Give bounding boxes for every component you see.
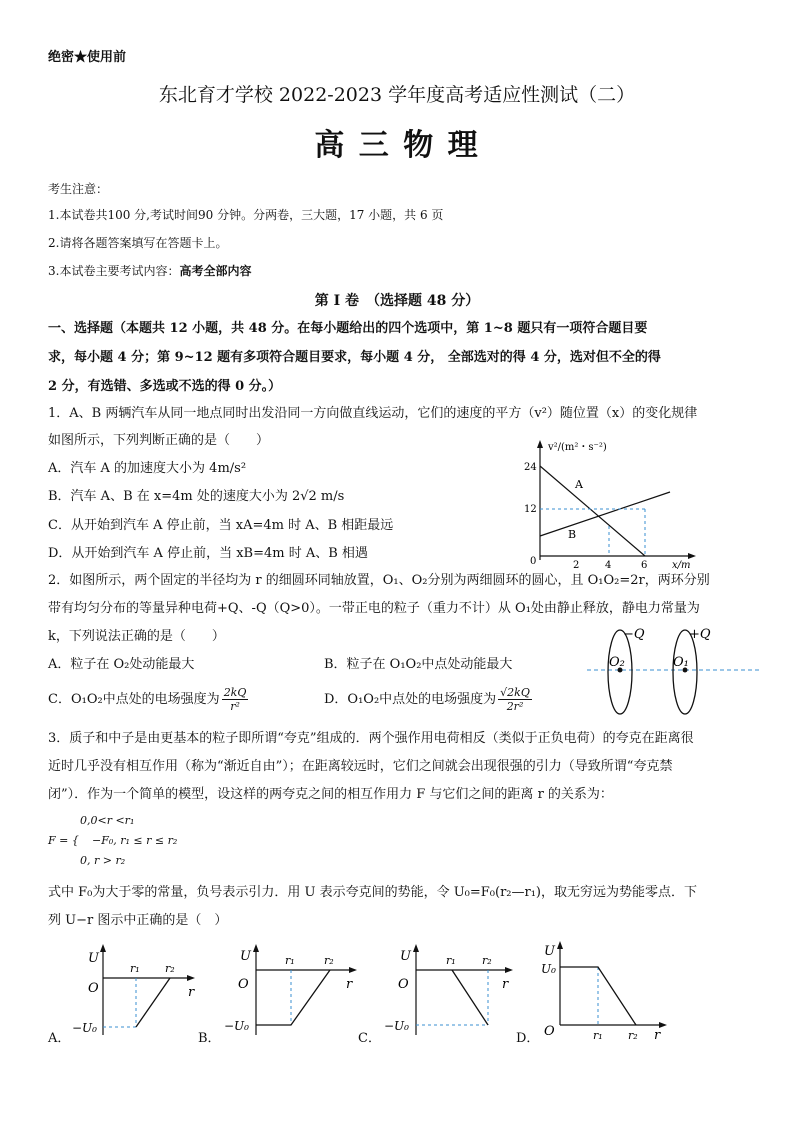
notice-item: 3.本试卷主要考试内容：高考全部内容: [48, 264, 252, 278]
q2-stem: 带有均匀分布的等量异种电荷+Q、-Q（Q>0）。一带正电的粒子（重力不计）从 O₁处由静止释放，静电力常量为: [48, 601, 700, 616]
q2-stem: 2．如图所示，两个固定的半径均为 r 的细圆环同轴放置，O₁、O₂分别为两细圆环的圆心，且 O₁O₂=2r，两环分别: [48, 573, 710, 588]
u0-label: U₀: [541, 962, 556, 976]
minus-u0-label: −U₀: [384, 1019, 409, 1033]
q2-option-d: D．O₁O₂中点处的电场强度为 √2kQ 2r²: [324, 686, 530, 713]
q1-option-b: B．汽车 A、B 在 x=4m 处的速度大小为 2√2 m/s: [48, 489, 345, 504]
tick-0: 0: [530, 556, 537, 567]
tick-2: 2: [573, 560, 580, 570]
notice-item: 2.请将各题答案填写在答题卡上。: [48, 236, 228, 250]
q3-stem: 近时几乎没有相互作用（称为“渐近自由”）；在距离较远时，它们之间就会出现很强的引力（导致所谓“夸克禁: [48, 759, 673, 774]
fraction: √2kQ 2r²: [500, 686, 530, 713]
r-label: r: [346, 977, 353, 992]
u-axis-arrow: [413, 944, 419, 952]
r2-label: r₂: [482, 954, 492, 967]
q3-graph-a: [70, 940, 200, 1040]
q3-stem: 闭”）．作为一个简单的模型，设这样的两夸克之间的相互作用力 F 与它们之间的距离 r 的关系为：: [48, 787, 613, 802]
q1-option-d: D．从开始到汽车 A 停止前，当 xB=4m 时 A、B 相遇: [48, 546, 368, 561]
q3-option-a-letter: A．: [48, 1031, 71, 1046]
u-label: U: [544, 944, 555, 959]
q3-option-b-letter: B．: [198, 1031, 221, 1046]
o1-label: O₁: [673, 655, 689, 670]
q2-option-a: A．粒子在 O₂处动能最大: [48, 657, 195, 672]
u-label: U: [400, 949, 411, 964]
minus-u0-label: −U₀: [72, 1021, 97, 1035]
line-a: [540, 466, 645, 556]
u-curve: [136, 978, 170, 1027]
q3-option-d-letter: D．: [516, 1031, 540, 1046]
section-instructions: 2 分，有选错、多选或不选的得 0 分。）: [48, 379, 282, 394]
r-axis-arrow: [505, 967, 513, 973]
q3-graph-c: [382, 940, 517, 1040]
formula-case2: −F₀, r₁ ≤ r ≤ r₂: [92, 834, 178, 847]
r-axis-arrow: [349, 967, 357, 973]
fraction: 2kQ r²: [223, 686, 247, 713]
y-axis-arrow: [537, 440, 543, 448]
u-axis-arrow: [557, 941, 563, 949]
q3-option-c-letter: C．: [358, 1031, 381, 1046]
notice-item: 1.本试卷共100 分,考试时间90 分钟。分两卷，三大题，17 小题，共 6 页: [48, 208, 444, 222]
r-label: r: [654, 1028, 661, 1043]
r1-label: r₁: [446, 954, 456, 967]
q2-stem: k，下列说法正确的是（ ）: [48, 629, 225, 644]
o-label: O: [398, 977, 409, 992]
r1-label: r₁: [130, 962, 140, 975]
x-axis-arrow: [688, 553, 696, 559]
q1-option-c: C．从开始到汽车 A 停止前，当 xA=4m 时 A、B 相距最远: [48, 518, 394, 533]
u-axis-arrow: [253, 944, 259, 952]
secret-label: 绝密★使用前: [48, 50, 127, 65]
notice-heading: 考生注意：: [48, 182, 109, 196]
q1-option-a: A．汽车 A 的加速度大小为 4m/s²: [48, 461, 247, 476]
u-axis-arrow: [100, 944, 106, 952]
o-label: O: [238, 977, 249, 992]
formula-case1: 0,0<r <r₁: [80, 814, 135, 827]
u-label: U: [88, 951, 99, 966]
o-label: O: [88, 981, 99, 996]
r-label: r: [502, 977, 509, 992]
volume-title: 第 I 卷 （选择题 48 分）: [314, 293, 480, 309]
line-b: [540, 492, 670, 536]
u-curve: [452, 970, 488, 1025]
section-instructions: 一、选择题（本题共 12 小题，共 48 分。在每小题给出的四个选项中，第 1~8 题只有一项符合题目要: [48, 321, 648, 336]
q1-v2-x-graph: [520, 430, 710, 570]
r2-label: r₂: [324, 954, 334, 967]
minus-u0-label: −U₀: [224, 1019, 249, 1033]
section-instructions: 求，每小题 4 分；第 9~12 题有多项符合题目要求，每小题 4 分， 全部选对的得 4 分，选对但不全的得: [48, 350, 661, 365]
o2-label: O₂: [609, 655, 625, 670]
o-label: O: [544, 1024, 555, 1039]
r1-label: r₁: [593, 1029, 603, 1042]
tick-6: 6: [641, 560, 648, 570]
q3-graph-b: [222, 940, 362, 1040]
formula-case3: 0, r > r₂: [80, 854, 126, 867]
tick-12: 12: [524, 504, 537, 515]
q3-stem: 3．质子和中子是由更基本的粒子即所谓“夸克”组成的．两个强作用电荷相反（类似于正负电荷）的夸克在距离很: [48, 731, 694, 746]
r1-label: r₁: [285, 954, 295, 967]
q3-stem: 列 U−r 图示中正确的是（ ）: [48, 913, 228, 928]
x-axis-label: x/m: [672, 560, 691, 570]
q3-graph-d: [538, 935, 673, 1045]
r2-label: r₂: [165, 962, 175, 975]
plus-q-label: +Q: [689, 627, 711, 642]
subject-title: 高 三 物 理: [314, 128, 480, 163]
q1-stem: 如图所示，下列判断正确的是（ ）: [48, 433, 270, 448]
line-a-label: A: [575, 478, 583, 491]
line-b-label: B: [568, 528, 577, 541]
r-axis-arrow: [187, 975, 195, 981]
q2-rings-figure: [585, 620, 765, 720]
u-curve: [256, 970, 330, 1025]
y-axis-label: v²/(m²・s⁻²): [548, 442, 607, 453]
r-label: r: [188, 985, 195, 1000]
r2-label: r₂: [628, 1029, 638, 1042]
u-label: U: [240, 949, 251, 964]
notice-emphasis: 高考全部内容: [179, 264, 252, 278]
school-title: 东北育才学校 2022-2023 学年度高考适应性测试（二）: [158, 84, 636, 106]
tick-24: 24: [524, 462, 537, 473]
q2-option-b: B．粒子在 O₁O₂中点处动能最大: [324, 657, 513, 672]
tick-4: 4: [605, 560, 612, 570]
minus-q-label: −Q: [623, 627, 645, 642]
q2-option-c: C．O₁O₂中点处的电场强度为 2kQ r²: [48, 686, 247, 713]
q1-stem: 1．A、B 两辆汽车从同一地点同时出发沿同一方向做直线运动，它们的速度的平方（v²）随位置（x）的变化规律: [48, 406, 698, 421]
formula-lhs: F = {: [48, 834, 79, 847]
q3-stem: 式中 F₀为大于零的常量，负号表示引力．用 U 表示夸克间的势能，令 U₀=F₀(r₂—r₁)，取无穷远为势能零点．下: [48, 885, 698, 900]
